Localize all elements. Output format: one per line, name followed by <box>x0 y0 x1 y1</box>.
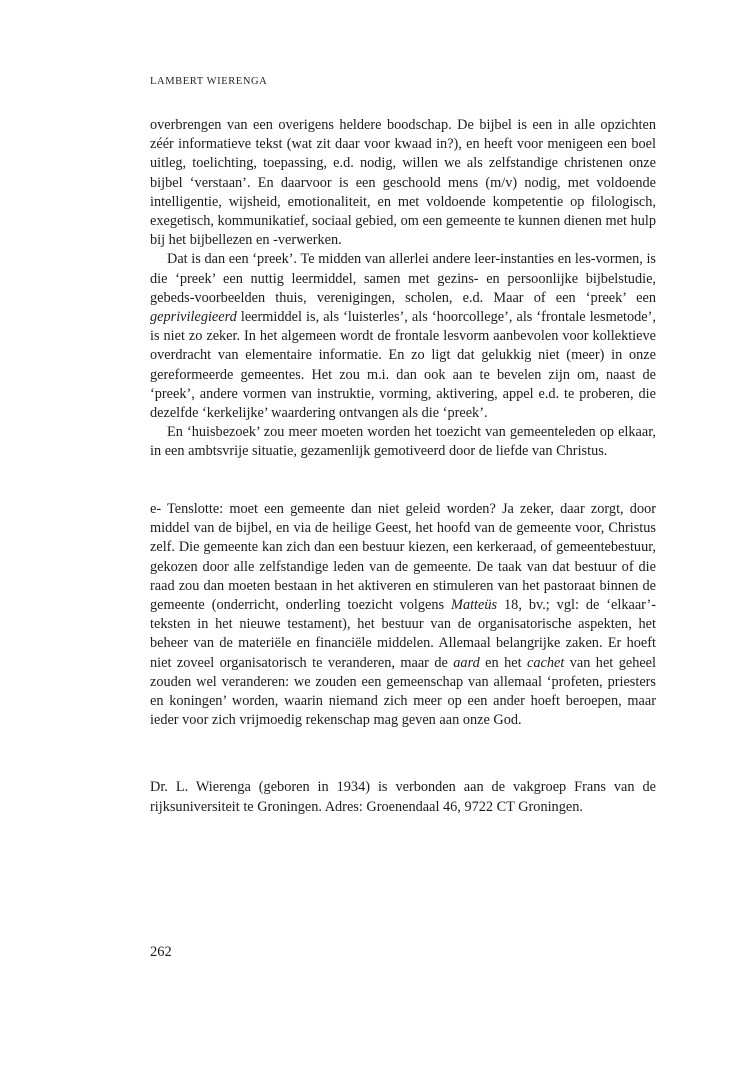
paragraph-2-text-a: Dat is dan een ‘preek’. Te midden van allerlei andere leer-instanties en les-vormen, is die ‘preek’ een nuttig leermiddel, samen met gezins- en persoonlijke bijbelstudie, gebeds-voorbeelden thuis, verenigingen, scholen, e.d. Maar of een ‘preek’ een <box>150 251 656 306</box>
main-text <box>150 116 656 462</box>
author-bio-text: Dr. L. Wierenga (geboren in 1934) is verbonden aan de vakgroep Frans van de rijksuniversiteit te Groningen. Adres: Groenendaal 46, 9722 CT Groningen. <box>150 779 656 815</box>
paragraph-2 <box>150 250 656 423</box>
paragraph-2-text-b: leermiddel is, als ‘luisterles’, als ‘hoorcollege’, als ‘frontale lesmetode’, is niet zo zeker. In het algemeen wordt de frontale lesvorm aanbevolen voor kollektieve overdracht van elementaire informatie. En zo ligt dat gelukkig niet (meer) in onze gereformeerde gemeentes. Het zou m.i. dan ook aan te bevelen zijn om, naast de ‘preek’, andere vormen van instruktie, vorming, aktivering, appel e.d. te proberen, die dezelfde ‘kerkelijke’ waardering ontvangen als die ‘preek’. <box>150 309 656 422</box>
section-e-emphasis-aard: aard <box>453 654 480 671</box>
section-e <box>150 500 656 730</box>
section-e-emphasis-cachet: cachet <box>527 654 565 671</box>
section-e-text-c: en het <box>479 654 527 671</box>
paragraph-2-emphasis: geprivilegieerd <box>150 309 237 326</box>
page-number: 262 <box>150 944 172 960</box>
section-e-text-a: e- Tenslotte: moet een gemeente dan niet geleid worden? Ja zeker, daar zorgt, door middel van de bijbel, en via de heilige Geest, het hoofd van de gemeente voor, Christus zelf. Die gemeente kan zich dan een bestuur kiezen, een kerkeraad, of gemeentebestuur, gekozen door alle zelfstandige leden van de gemeente. De taak van dat bestuur of die raad zou dan moeten bestaan in het aktiveren en stimuleren van het pastoraat binnen de gemeente (onderricht, onderling toezicht volgens <box>150 501 656 614</box>
section-e-text-b: 18, bv.; vgl: de ‘elkaar’-teksten in het nieuwe testament), het bestuur van de organisatorische aspekten, het beheer van de materiële en financiële middelen. Allemaal belangrijke zaken. Er hoeft niet zoveel organisatorisch te veranderen, maar de <box>150 597 656 671</box>
author-bio <box>150 777 656 817</box>
section-e-emphasis-matteus: Matteüs <box>451 597 498 614</box>
paragraph-1: overbrengen van een overigens heldere boodschap. De bijbel is een in alle opzichten zéér informatieve tekst (wat zit daar voor kwaad in?), en heeft voor menigeen een boel uitleg, toelichting, toepassing, e.d. nodig, willen we als zelfstandige christenen onze bijbel ‘verstaan’. En daarvoor is een geschoold mens (m/v) nodig, met voldoende intelligentie, wijsheid, emotionaliteit, en met voldoende kompetentie op filologisch, exegetisch, kommunikatief, sociaal gebied, om een gemeente te kunnen dienen met hulp bij het bijbellezen en -verwerken. <box>150 117 656 249</box>
section-e-text-d: van het geheel zouden wel veranderen: we zouden een gemeenschap van allemaal ‘profeten, priesters en koningen’ worden, waarin niemand zich meer op een ander hoeft beroepen, maar ieder voor zich vrijmoedig rekenschap mag geven aan onze God. <box>150 654 657 729</box>
paragraph-3: En ‘huisbezoek’ zou meer moeten worden het toezicht van gemeenteleden op elkaar, in een ambtsvrije situatie, gezamenlijk gemotiveerd door de liefde van Christus. <box>150 424 656 460</box>
section-e-paragraph <box>150 500 656 730</box>
running-head: LAMBERT WIERENGA <box>150 76 268 87</box>
